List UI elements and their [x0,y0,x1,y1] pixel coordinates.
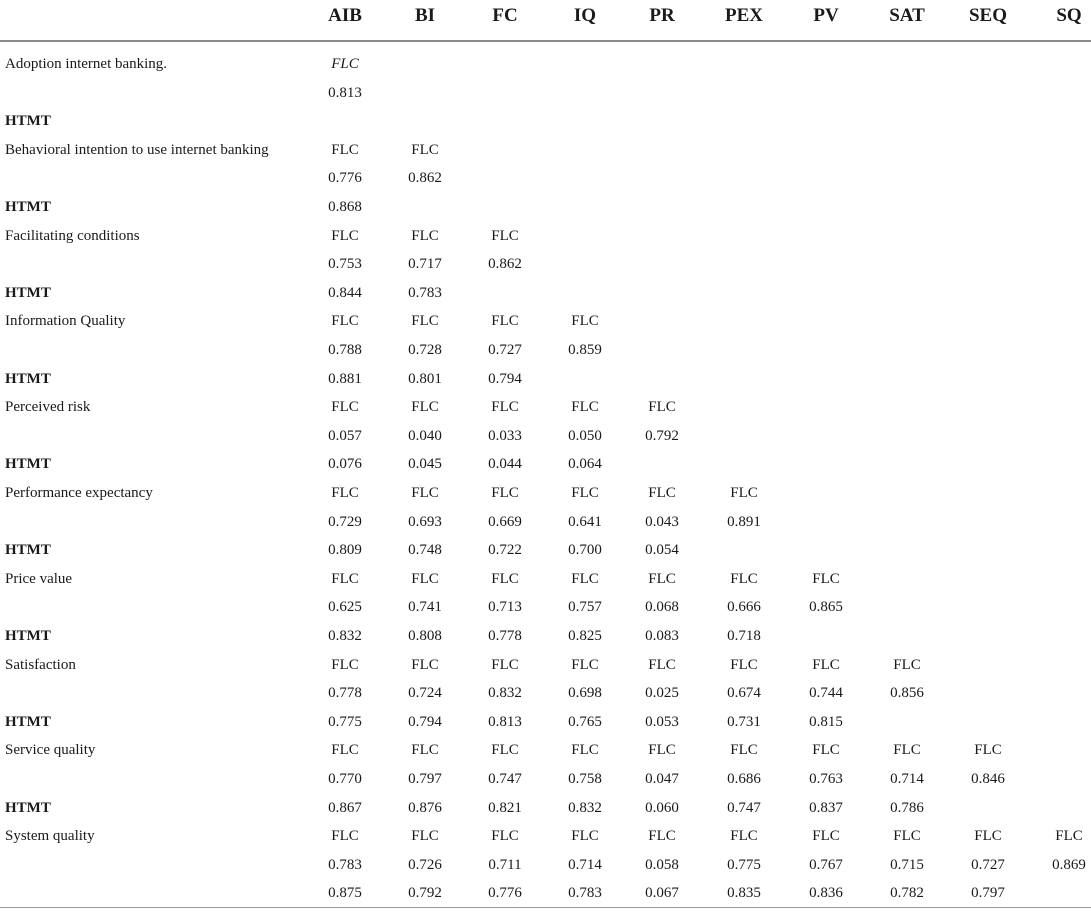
table-cell: 0.068 [645,599,679,616]
table-cell: FLC [491,485,519,501]
table-cell: 0.741 [408,599,442,616]
table-cell: 0.064 [568,456,602,473]
htmt-row-label: HTMT [5,628,51,644]
htmt-row-label: HTMT [5,456,51,473]
table-cell: FLC [491,828,519,845]
table-cell: 0.625 [328,599,362,616]
table-cell: 0.783 [328,856,362,873]
table-cell: 0.058 [645,856,679,873]
table-cell: 0.050 [568,427,602,444]
table-cell: FLC [812,742,840,759]
table-cell: FLC [491,570,519,587]
table-cell: FLC [331,570,359,587]
table-cell: 0.792 [408,885,442,902]
table-cell: FLC [331,828,359,845]
table-cell: 0.775 [328,713,362,730]
table-cell: 0.792 [645,427,679,444]
column-header-pr: PR [649,5,675,26]
table-cell: FLC [571,485,599,501]
table-cell: 0.717 [408,256,442,273]
table-cell: 0.775 [727,856,761,873]
table-cell: 0.891 [727,513,761,530]
construct-row-label: Facilitating conditions [5,227,140,244]
construct-row-label: Perceived risk [5,399,91,416]
htmt-row-label: HTMT [5,713,51,730]
table-cell: FLC [812,656,840,673]
table-cell: FLC [411,485,439,501]
table-cell: 0.669 [488,513,522,530]
table-cell: FLC [571,656,599,673]
table-cell: 0.729 [328,513,362,530]
table-cell: 0.053 [645,713,679,730]
table-cell: 0.744 [809,685,843,702]
table-cell: FLC [730,656,758,673]
table-cell: FLC [331,313,359,330]
table-cell: 0.722 [488,542,522,559]
table-cell: 0.731 [727,713,761,730]
table-cell: 0.718 [727,628,761,644]
construct-row-label: Price value [5,570,73,587]
table-cell: 0.813 [488,713,522,730]
table-cell: 0.693 [408,513,442,530]
htmt-row-label: HTMT [5,370,51,387]
header-rule [0,40,1091,42]
table-cell: 0.724 [408,685,442,702]
table-cell: FLC [730,742,758,759]
table-cell: 0.765 [568,713,602,730]
table-cell: FLC [411,656,439,673]
table-cell: 0.711 [488,856,522,873]
table-cell: 0.788 [328,342,362,358]
table-cell: FLC [648,656,676,673]
table-cell: FLC [571,313,599,330]
table-cell: FLC [331,399,359,416]
column-header-pv: PV [813,5,839,26]
construct-row-label: Satisfaction [5,656,76,673]
table-cell: FLC [893,656,921,673]
table-cell: FLC [893,828,921,845]
table-cell: FLC [648,828,676,845]
bottom-rule [0,907,1091,908]
table-cell: 0.801 [408,370,442,387]
table-cell: 0.728 [408,342,442,358]
table-cell: 0.747 [488,771,522,787]
table-cell: 0.778 [328,685,362,702]
table-cell: 0.770 [328,771,362,787]
table-cell: FLC [730,570,758,587]
table-cell: FLC [974,828,1002,845]
table-cell: FLC [893,742,921,759]
table-cell: FLC [571,828,599,845]
table-cell: 0.846 [971,771,1005,787]
table-cell: FLC [648,485,676,501]
table-cell: FLC [730,828,758,845]
table-cell: FLC [411,570,439,587]
construct-row-label: Behavioral intention to use internet banking [5,141,269,158]
table-cell: FLC [411,141,439,158]
column-header-iq: IQ [573,5,597,26]
htmt-row-label: HTMT [5,542,51,559]
htmt-row-label: HTMT [5,199,51,215]
table-cell: 0.083 [645,628,679,644]
table-cell: 0.715 [890,856,924,873]
table-cell: 0.767 [809,856,843,873]
table-cell: 0.783 [408,284,442,301]
table-cell: 0.674 [727,685,761,702]
column-header-seq: SEQ [968,5,1008,26]
table-cell: 0.747 [727,799,761,816]
table-cell: 0.815 [809,713,843,730]
table-cell: 0.033 [488,427,522,444]
table-cell: 0.043 [645,513,679,530]
table-cell: 0.869 [1052,856,1086,873]
table-cell: 0.714 [890,771,924,787]
table-cell: 0.809 [328,542,362,559]
table-cell: 0.876 [408,799,442,816]
table-cell: FLC [491,399,519,416]
column-header-aib: AIB [328,5,362,26]
table-cell: FLC [648,570,676,587]
table-cell: 0.700 [568,542,602,559]
table-cell: 0.797 [971,885,1005,902]
table-cell: 0.714 [568,856,602,873]
table-cell: 0.786 [890,799,924,816]
table-cell: 0.060 [645,799,679,816]
table-cell: 0.837 [809,799,843,816]
table-cell: 0.832 [488,685,522,702]
table-cell: 0.862 [488,256,522,273]
table-cell: FLC [974,742,1002,759]
table-cell: FLC [571,742,599,759]
table-cell: FLC [411,227,439,244]
table-cell: 0.825 [568,628,602,644]
table-cell: FLC [411,313,439,330]
htmt-row-label: HTMT [5,284,51,301]
table-cell: 0.783 [568,885,602,902]
table-cell: 0.835 [727,885,761,902]
table-cell: 0.836 [809,885,843,902]
table-cell: 0.726 [408,856,442,873]
table-cell: 0.686 [727,771,761,787]
construct-row-label: Service quality [5,742,96,759]
table-cell: 0.821 [488,799,522,816]
table-cell: FLC [491,313,519,330]
table-cell: FLC [1055,828,1083,845]
table-cell: 0.057 [328,427,362,444]
table-cell: 0.067 [645,885,679,902]
htmt-row-label: HTMT [5,113,51,130]
table-cell: 0.727 [971,856,1005,873]
table-cell: 0.778 [488,628,522,644]
table-cell: 0.859 [568,342,602,358]
table-cell: FLC [648,742,676,759]
table-cell: FLC [331,141,359,158]
table-cell: 0.054 [645,542,679,559]
construct-row-label: Performance expectancy [5,485,153,501]
table-cell: 0.698 [568,685,602,702]
htmt-row-label: HTMT [5,799,51,816]
table-cell: 0.808 [408,628,442,644]
construct-row-label: System quality [5,828,95,845]
table-cell: 0.867 [328,799,362,816]
table-cell: 0.813 [328,84,362,101]
table-cell: FLC [491,227,519,244]
table-cell: FLC [812,570,840,587]
table-cell: FLC [411,742,439,759]
column-header-bi: BI [414,5,436,26]
column-header-pex: PEX [725,5,763,26]
column-header-sq: SQ [1056,5,1082,26]
table-cell: 0.758 [568,771,602,787]
table-cell: 0.040 [408,427,442,444]
table-cell: FLC [331,656,359,673]
table-cell: 0.868 [328,199,362,215]
table-cell: FLC [812,828,840,845]
table-cell: 0.045 [408,456,442,473]
table-cell: 0.862 [408,170,442,187]
table-cell: 0.776 [328,170,362,187]
table-cell: FLC [331,56,359,72]
table-cell: 0.832 [568,799,602,816]
table-cell: 0.832 [328,628,362,644]
table-cell: FLC [331,485,359,501]
table-cell: 0.794 [488,370,522,387]
table-cell: 0.875 [328,885,362,902]
construct-row-label: Information Quality [5,313,126,330]
table-cell: 0.794 [408,713,442,730]
table-cell: 0.881 [328,370,362,387]
table-cell: 0.776 [488,885,522,902]
table-cell: FLC [571,399,599,416]
table-cell: 0.797 [408,771,442,787]
table-cell: FLC [411,828,439,845]
table-cell: 0.844 [328,284,362,301]
table-cell: 0.753 [328,256,362,273]
column-header-sat: SAT [889,5,925,26]
table-cell: FLC [648,399,676,416]
column-header-fc: FC [492,5,518,26]
table-cell: 0.076 [328,456,362,473]
table-cell: FLC [491,742,519,759]
table-cell: 0.727 [488,342,522,358]
table-cell: FLC [730,485,758,501]
table-cell: 0.047 [645,771,679,787]
table-cell: 0.044 [488,456,522,473]
table-cell: 0.025 [645,685,679,702]
table-cell: 0.856 [890,685,924,702]
table-cell: FLC [491,656,519,673]
table-cell: 0.748 [408,542,442,559]
table-cell: FLC [331,742,359,759]
table-cell: FLC [411,399,439,416]
table-cell: 0.757 [568,599,602,616]
construct-row-label: Adoption internet banking. [5,56,168,72]
table-cell: 0.641 [568,513,602,530]
table-cell: 0.782 [890,885,924,902]
table-cell: FLC [571,570,599,587]
table-cell: 0.865 [809,599,843,616]
table-cell: 0.763 [809,771,843,787]
table-cell: FLC [331,227,359,244]
table-cell: 0.713 [488,599,522,616]
table-cell: 0.666 [727,599,761,616]
